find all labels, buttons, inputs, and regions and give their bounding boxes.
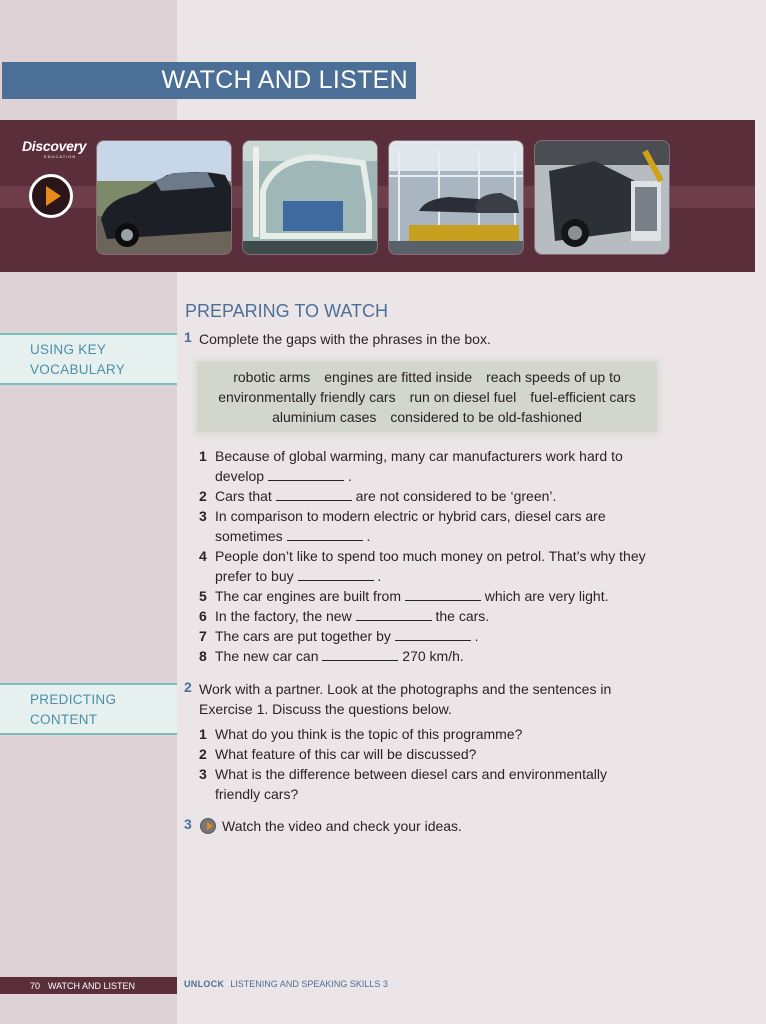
- footer-section: [0, 977, 177, 994]
- item-text: .: [366, 528, 371, 544]
- item-text: are not considered to be ‘green’.: [355, 488, 557, 504]
- video-thumbnail-robot-arms[interactable]: [534, 140, 670, 255]
- item-text: People don’t like to spend too much money on petrol. That’s why they: [215, 548, 646, 564]
- vocab-phrase: fuel-efficient cars: [530, 389, 636, 405]
- side-tab-label: VOCABULARY: [30, 362, 126, 377]
- vocab-phrase: reach speeds of up to: [486, 369, 621, 385]
- unlock-logo: UNLOCK: [184, 979, 225, 989]
- item-number: 3: [199, 766, 207, 782]
- video-thumbnail-factory-line[interactable]: [388, 140, 524, 255]
- item-number: 4: [199, 548, 207, 564]
- item-text: which are very light.: [484, 588, 609, 604]
- item-text: Cars that: [215, 488, 272, 504]
- item-text: .: [347, 468, 352, 484]
- footer-book: [184, 979, 388, 989]
- side-tab-label: CONTENT: [30, 712, 98, 727]
- item-number: 5: [199, 588, 207, 604]
- gap-blank[interactable]: [287, 529, 363, 541]
- item-text: Because of global warming, many car manufacturers work hard to: [215, 448, 623, 464]
- vocab-phrase: aluminium cases: [272, 409, 377, 425]
- vocab-line: [272, 407, 582, 427]
- exercise-2-list: [199, 724, 607, 804]
- item-number: 8: [199, 648, 207, 664]
- section-heading: PREPARING TO WATCH: [185, 301, 389, 321]
- side-tab-label: PREDICTING: [30, 692, 117, 707]
- item-text: .: [377, 568, 382, 584]
- list-item: [199, 586, 646, 606]
- item-text: The new car can: [215, 648, 319, 664]
- exercise-number: 1: [184, 329, 192, 345]
- item-text: What is the difference between diesel cars and environmentally: [215, 766, 607, 782]
- instruction-text: Watch the video and check your ideas.: [222, 818, 462, 834]
- vocab-phrase: considered to be old-fashioned: [390, 409, 582, 425]
- list-item: [199, 744, 607, 764]
- page-footer: [0, 977, 766, 995]
- item-number: 2: [199, 488, 207, 504]
- list-item: [199, 606, 646, 626]
- item-text: the cars.: [435, 608, 490, 624]
- list-item: [199, 646, 646, 666]
- page-title: WATCH AND LISTEN: [161, 66, 408, 94]
- item-text: The cars are put together by: [215, 628, 391, 644]
- video-banner: [0, 120, 755, 272]
- list-item: [199, 626, 646, 646]
- item-text: develop: [215, 468, 265, 484]
- video-thumbnail-car-frame[interactable]: [242, 140, 378, 255]
- instruction-line: Exercise 1. Discuss the questions below.: [199, 701, 452, 717]
- instruction-line: Work with a partner. Look at the photographs and the sentences in: [199, 681, 612, 697]
- exercise-instruction: [199, 679, 611, 719]
- item-text: prefer to buy: [215, 568, 294, 584]
- item-text: In the factory, the new: [215, 608, 352, 624]
- item-number: 2: [199, 746, 207, 762]
- vocab-phrase: engines are fitted inside: [324, 369, 473, 385]
- vocab-phrase: robotic arms: [233, 369, 311, 385]
- gap-blank[interactable]: [322, 649, 398, 661]
- exercise-instruction: [200, 816, 462, 836]
- item-text: friendly cars?: [215, 786, 299, 802]
- vocab-phrase: run on diesel fuel: [409, 389, 517, 405]
- list-item: [199, 486, 646, 506]
- item-number: 3: [199, 508, 207, 524]
- book-title: LISTENING AND SPEAKING SKILLS 3: [230, 979, 388, 989]
- item-text: sometimes: [215, 528, 283, 544]
- item-number: 6: [199, 608, 207, 624]
- gap-blank[interactable]: [268, 469, 344, 481]
- item-number: 1: [199, 726, 207, 742]
- gap-blank[interactable]: [298, 569, 374, 581]
- title-bar: [2, 62, 416, 99]
- discovery-logo-sub: EDUCATION: [44, 154, 77, 159]
- exercise-number: 2: [184, 679, 192, 695]
- exercise-1-list: [199, 446, 646, 666]
- item-number: 1: [199, 448, 207, 464]
- side-tab-predicting-content: [0, 683, 177, 735]
- gap-blank[interactable]: [276, 489, 352, 501]
- play-icon[interactable]: [29, 174, 73, 218]
- side-tab-label: USING KEY: [30, 342, 107, 357]
- discovery-logo: Discovery: [22, 138, 87, 154]
- item-text: The car engines are built from: [215, 588, 401, 604]
- footer-section-label: WATCH AND LISTEN: [48, 980, 136, 991]
- item-text: What do you think is the topic of this programme?: [215, 726, 523, 742]
- video-play-icon[interactable]: [200, 818, 216, 834]
- side-tab-key-vocabulary: [0, 333, 177, 385]
- item-text: What feature of this car will be discussed?: [215, 746, 477, 762]
- vocabulary-box: [197, 362, 657, 432]
- gap-blank[interactable]: [405, 589, 481, 601]
- vocab-phrase: environmentally friendly cars: [218, 389, 396, 405]
- page-number: 70: [30, 980, 41, 991]
- item-number: 7: [199, 628, 207, 644]
- item-text: 270 km/h.: [402, 648, 464, 664]
- gap-blank[interactable]: [395, 629, 471, 641]
- vocab-line: [233, 367, 621, 387]
- list-item: [199, 546, 646, 586]
- list-item: [199, 446, 646, 486]
- exercise-number: 3: [184, 816, 192, 832]
- exercise-instruction: Complete the gaps with the phrases in the box.: [199, 331, 491, 347]
- list-item: [199, 506, 646, 546]
- list-item: [199, 724, 607, 744]
- item-text: .: [474, 628, 479, 644]
- video-thumbnail-car-road[interactable]: [96, 140, 232, 255]
- item-text: In comparison to modern electric or hybrid cars, diesel cars are: [215, 508, 606, 524]
- vocab-line: [218, 387, 636, 407]
- list-item: [199, 764, 607, 804]
- gap-blank[interactable]: [356, 609, 432, 621]
